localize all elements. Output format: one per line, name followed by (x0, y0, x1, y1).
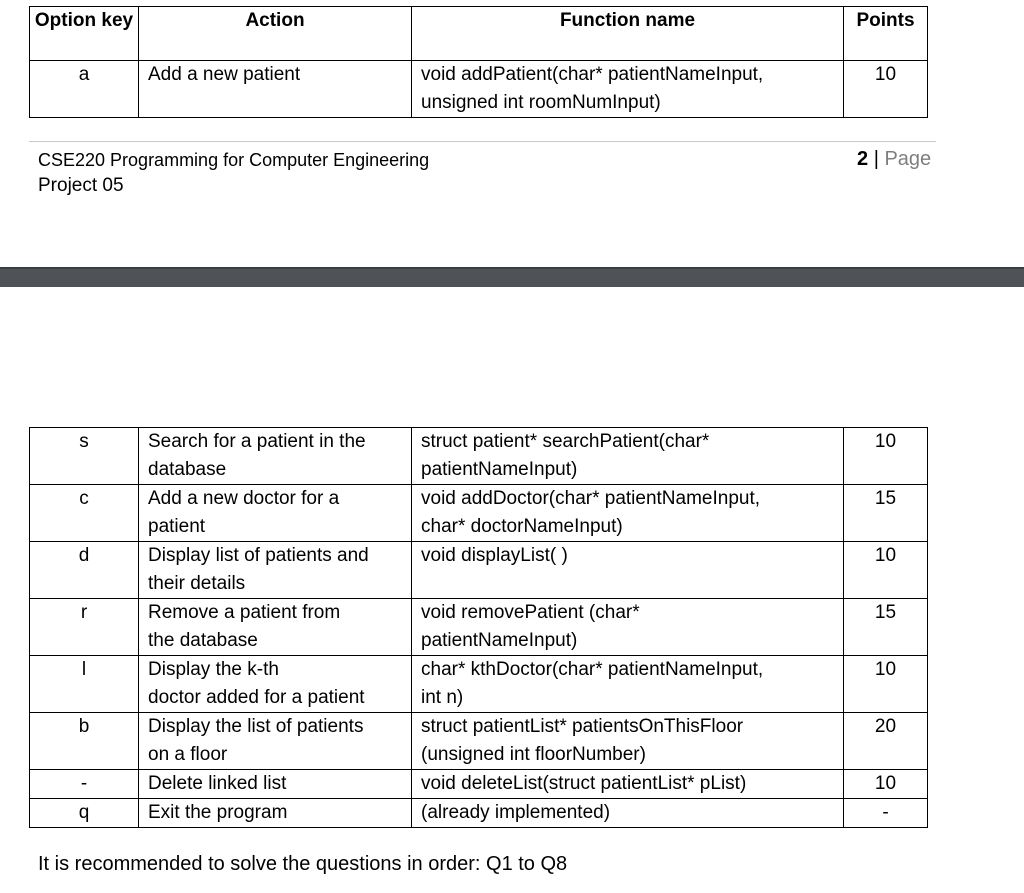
action-line: database (148, 459, 227, 480)
header-option-key-text: Option key (34, 10, 134, 31)
option-key: a (30, 61, 139, 118)
action-line: doctor added for a patient (148, 687, 365, 708)
action-line: on a floor (148, 744, 228, 765)
points-value: 10 (844, 770, 928, 799)
option-key: s (30, 428, 139, 485)
table-row (30, 799, 928, 828)
function-name (412, 599, 844, 656)
page-number-separator: | (873, 148, 879, 170)
project-title: Project 05 (38, 175, 124, 196)
function-line: char* doctorNameInput) (421, 516, 623, 537)
function-name (412, 656, 844, 713)
action-line: Delete linked list (148, 773, 287, 794)
function-name (412, 61, 844, 118)
header-action: Action (139, 7, 412, 61)
action-line: Add a new doctor for a (148, 488, 340, 509)
action-line: patient (148, 516, 206, 537)
points-value: 10 (844, 542, 928, 599)
function-line: patientNameInput) (421, 630, 578, 651)
table-row (30, 485, 928, 542)
action-line: Remove a patient from (148, 602, 341, 623)
action-line: Search for a patient in the (148, 431, 366, 452)
recommendation-note: It is recommended to solve the questions in order: Q1 to Q8 (38, 853, 568, 875)
function-line: unsigned int roomNumInput) (421, 92, 661, 113)
table-row (30, 656, 928, 713)
function-line: patientNameInput) (421, 459, 578, 480)
table-row (30, 428, 928, 485)
header-option-key (30, 7, 139, 61)
function-line: struct patient* searchPatient(char* (421, 431, 710, 452)
table-header-row (30, 7, 928, 61)
function-line: int n) (421, 687, 464, 708)
action-text (139, 656, 412, 713)
function-line: (already implemented) (421, 802, 611, 823)
points-value: 20 (844, 713, 928, 770)
points-value: - (844, 799, 928, 828)
function-line: void displayList( ) (421, 545, 568, 566)
action-line: their details (148, 573, 246, 594)
header-function-name: Function name (412, 7, 844, 61)
function-name (412, 799, 844, 828)
footer-rule (29, 141, 936, 142)
page-divider (0, 267, 1024, 287)
points-value: 10 (844, 61, 928, 118)
action-text (139, 428, 412, 485)
action-text (139, 599, 412, 656)
function-name (412, 542, 844, 599)
option-key: r (30, 599, 139, 656)
action-line: Display the list of patients (148, 716, 364, 737)
function-line: (unsigned int floorNumber) (421, 744, 646, 765)
page-number-value: 2 (857, 148, 869, 170)
option-key: b (30, 713, 139, 770)
action-text (139, 542, 412, 599)
option-key: q (30, 799, 139, 828)
table-row (30, 542, 928, 599)
action-line: Display list of patients and (148, 545, 369, 566)
function-line: void deleteList(struct patientList* pList) (421, 773, 747, 794)
function-line: void addPatient(char* patientNameInput, (421, 64, 764, 85)
course-title: CSE220 Programming for Computer Engineering (38, 150, 430, 170)
action-text (139, 799, 412, 828)
commands-table-bottom (29, 427, 928, 828)
action-text: Add a new patient (139, 61, 412, 118)
points-value: 10 (844, 656, 928, 713)
table-row (30, 599, 928, 656)
action-text (139, 770, 412, 799)
function-line: void removePatient (char* (421, 602, 640, 623)
points-value: 10 (844, 428, 928, 485)
table-row (30, 713, 928, 770)
action-line: Exit the program (148, 802, 288, 823)
function-name (412, 713, 844, 770)
function-line: struct patientList* patientsOnThisFloor (421, 716, 744, 737)
table-row (30, 770, 928, 799)
function-line: char* kthDoctor(char* patientNameInput, (421, 659, 764, 680)
page-number (857, 146, 931, 172)
function-name (412, 428, 844, 485)
table-row (30, 61, 928, 118)
action-line: the database (148, 630, 258, 651)
points-value: 15 (844, 485, 928, 542)
option-key: - (30, 770, 139, 799)
option-key: l (30, 656, 139, 713)
page-label: Page (884, 148, 932, 170)
commands-table-top (29, 6, 928, 118)
function-name (412, 770, 844, 799)
action-text (139, 485, 412, 542)
function-name (412, 485, 844, 542)
option-key: c (30, 485, 139, 542)
action-line: Display the k-th (148, 659, 279, 680)
function-line: void addDoctor(char* patientNameInput, (421, 488, 761, 509)
action-text (139, 713, 412, 770)
points-value: 15 (844, 599, 928, 656)
option-key: d (30, 542, 139, 599)
header-points: Points (844, 7, 928, 61)
